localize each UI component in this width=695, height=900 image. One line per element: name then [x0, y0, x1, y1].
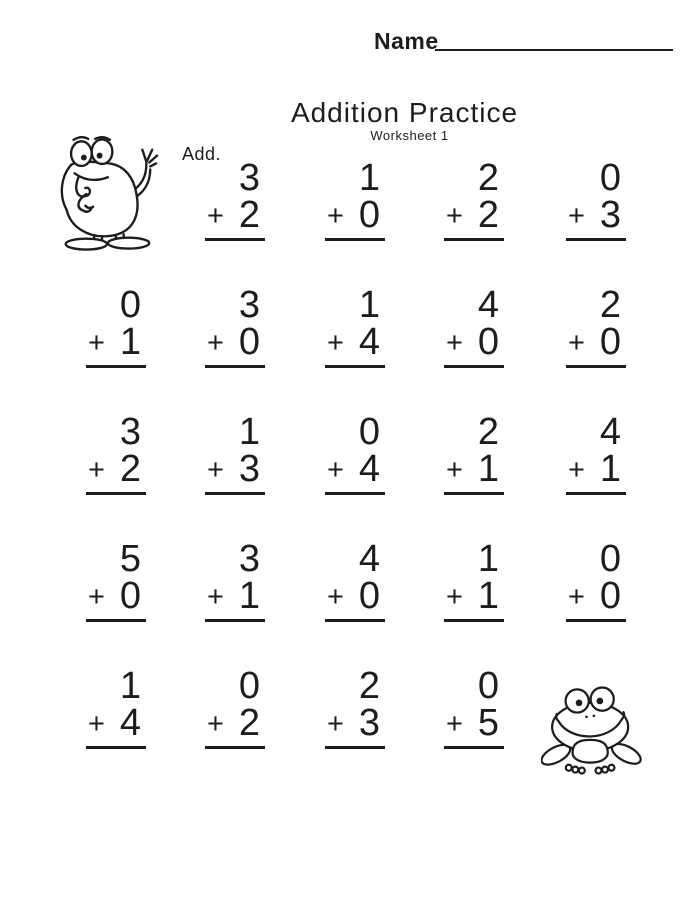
addition-problem	[444, 157, 504, 241]
addend-bottom: 0	[599, 575, 621, 617]
plus-sign: +	[446, 708, 463, 740]
addend-top: 0	[477, 665, 499, 707]
addition-problem	[205, 538, 265, 622]
addend-bottom: 0	[238, 321, 260, 363]
answer-line	[444, 238, 504, 241]
addend-top: 0	[119, 284, 141, 326]
plus-sign: +	[568, 327, 585, 359]
answer-line	[325, 238, 385, 241]
name-write-line	[435, 49, 673, 51]
addend-top: 4	[477, 284, 499, 326]
answer-line	[444, 619, 504, 622]
addend-top: 3	[238, 538, 260, 580]
addend-bottom: 0	[477, 321, 499, 363]
addition-problem	[205, 665, 265, 749]
addend-top: 2	[477, 157, 499, 199]
addend-bottom: 5	[477, 702, 499, 744]
sitting-frog-illustration	[541, 685, 643, 780]
plus-sign: +	[327, 581, 344, 613]
addition-problem	[444, 538, 504, 622]
addend-bottom: 2	[477, 194, 499, 236]
addend-top: 3	[238, 157, 260, 199]
addend-top: 2	[477, 411, 499, 453]
addition-problem	[566, 411, 626, 495]
addition-problem	[86, 538, 146, 622]
plus-sign: +	[207, 327, 224, 359]
answer-line	[566, 492, 626, 495]
addend-bottom: 1	[477, 575, 499, 617]
answer-line	[205, 492, 265, 495]
answer-line	[205, 746, 265, 749]
answer-line	[205, 238, 265, 241]
addend-bottom: 1	[119, 321, 141, 363]
addition-problem	[325, 157, 385, 241]
addend-bottom: 2	[238, 702, 260, 744]
addition-problem	[325, 665, 385, 749]
plus-sign: +	[568, 581, 585, 613]
addition-problem	[444, 665, 504, 749]
plus-sign: +	[446, 200, 463, 232]
addition-problem	[325, 538, 385, 622]
addition-problem	[86, 284, 146, 368]
sitting-frog-icon	[541, 685, 643, 780]
plus-sign: +	[207, 454, 224, 486]
addend-bottom: 1	[599, 448, 621, 490]
addend-top: 1	[477, 538, 499, 580]
addend-bottom: 1	[238, 575, 260, 617]
addition-problem	[566, 538, 626, 622]
addend-top: 1	[358, 157, 380, 199]
addend-top: 3	[119, 411, 141, 453]
addend-bottom: 2	[119, 448, 141, 490]
addition-problem	[86, 665, 146, 749]
plus-sign: +	[207, 708, 224, 740]
addend-bottom: 1	[477, 448, 499, 490]
waving-frog-illustration	[45, 133, 163, 251]
addend-bottom: 0	[599, 321, 621, 363]
addition-problem	[566, 157, 626, 241]
addend-bottom: 2	[238, 194, 260, 236]
plus-sign: +	[568, 200, 585, 232]
addend-bottom: 4	[358, 321, 380, 363]
plus-sign: +	[446, 454, 463, 486]
answer-line	[566, 238, 626, 241]
answer-line	[444, 492, 504, 495]
addition-problem	[205, 157, 265, 241]
plus-sign: +	[88, 708, 105, 740]
addend-top: 5	[119, 538, 141, 580]
answer-line	[325, 365, 385, 368]
answer-line	[86, 619, 146, 622]
plus-sign: +	[207, 581, 224, 613]
addend-top: 0	[599, 538, 621, 580]
answer-line	[205, 365, 265, 368]
addition-problem	[325, 284, 385, 368]
addend-bottom: 0	[119, 575, 141, 617]
plus-sign: +	[327, 200, 344, 232]
plus-sign: +	[88, 327, 105, 359]
plus-sign: +	[446, 581, 463, 613]
plus-sign: +	[327, 327, 344, 359]
instruction-label: Add.	[182, 144, 222, 164]
addend-bottom: 3	[238, 448, 260, 490]
addition-problem	[444, 284, 504, 368]
answer-line	[325, 746, 385, 749]
plus-sign: +	[88, 581, 105, 613]
answer-line	[86, 746, 146, 749]
page-subtitle: Worksheet 1	[370, 128, 449, 143]
addition-problem	[566, 284, 626, 368]
answer-line	[566, 619, 626, 622]
addend-top: 4	[358, 538, 380, 580]
addend-bottom: 0	[358, 194, 380, 236]
plus-sign: +	[207, 200, 224, 232]
addend-top: 0	[599, 157, 621, 199]
addend-top: 4	[599, 411, 621, 453]
plus-sign: +	[568, 454, 585, 486]
addend-top: 2	[599, 284, 621, 326]
answer-line	[325, 492, 385, 495]
plus-sign: +	[327, 454, 344, 486]
addend-top: 0	[358, 411, 380, 453]
answer-line	[86, 492, 146, 495]
name-label: Name	[374, 28, 439, 54]
addend-top: 3	[238, 284, 260, 326]
addend-bottom: 4	[119, 702, 141, 744]
answer-line	[325, 619, 385, 622]
answer-line	[444, 365, 504, 368]
plus-sign: +	[446, 327, 463, 359]
page-title: Addition Practice	[290, 97, 519, 128]
waving-frog-icon	[45, 133, 163, 251]
answer-line	[444, 746, 504, 749]
answer-line	[86, 365, 146, 368]
addend-bottom: 3	[358, 702, 380, 744]
addend-top: 1	[238, 411, 260, 453]
addend-top: 1	[358, 284, 380, 326]
addend-bottom: 0	[358, 575, 380, 617]
plus-sign: +	[88, 454, 105, 486]
addition-problem	[444, 411, 504, 495]
answer-line	[205, 619, 265, 622]
addition-problem	[325, 411, 385, 495]
addend-bottom: 4	[358, 448, 380, 490]
answer-line	[566, 365, 626, 368]
plus-sign: +	[327, 708, 344, 740]
addend-bottom: 3	[599, 194, 621, 236]
addend-top: 1	[119, 665, 141, 707]
addend-top: 2	[358, 665, 380, 707]
addition-problem	[205, 411, 265, 495]
addition-problem	[205, 284, 265, 368]
addend-top: 0	[238, 665, 260, 707]
addition-problem	[86, 411, 146, 495]
